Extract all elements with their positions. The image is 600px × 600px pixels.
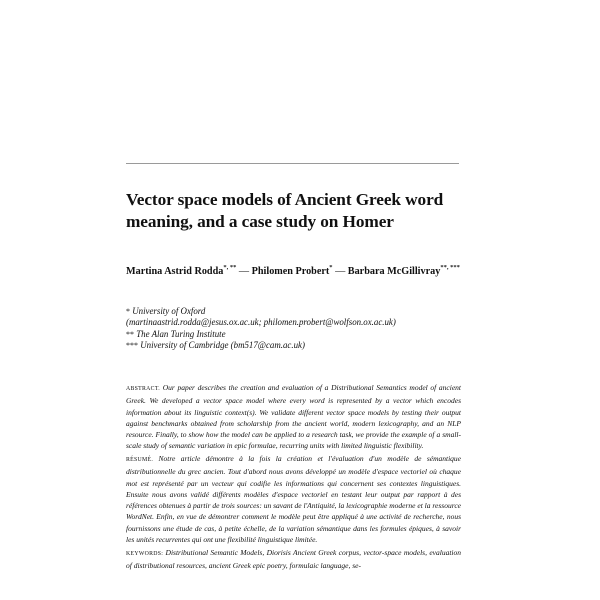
keywords-text: Distributional Semantic Models, Diorisis Ancient Greek corpus, vector-space models, evaluation of distributional resources, ancient Greek epic poetry, formulaic language, se- xyxy=(126,547,461,570)
abstract-text: Our paper describes the creation and evaluation of a Distributional Semantics model of ancient Greek. We developed a vector space model where every word is represented by a vector which encodes information about its linguistic context(s). We validate different vector space models by testing their output against benchmarks obtained from scholarship from the ancient world, modern lexicography, and an NLP resource. Finally, to show how the model can be applied to a research task, we provide the example of a small-scale study of semantic variation in epic formulae, recurring units with limited linguistic flexibility. xyxy=(126,383,462,451)
resume xyxy=(126,453,461,545)
affiliation-emails: (martinaastrid.rodda@jesus.ox.ac.uk; philomen.probert@wolfson.ox.ac.uk) xyxy=(126,317,396,328)
affiliation-oxford: * University of Oxford xyxy=(126,306,206,316)
keywords-label: KEYWORDS: xyxy=(126,550,164,557)
author-marks: **, *** xyxy=(440,264,460,271)
author-marks: * xyxy=(329,264,333,271)
resume-text: Notre article démontre à la fois la création et l'évaluation d'un modèle de sémantique distributionnelle du grec ancien. Tout d'abord nous avons développé un modèle d'espace vectoriel où chaque mot est représenté par un vecteur qui codifie les informations qui concernent ses contextes linguistiques. Ensuite nous avons validé différents modèles d'espace vectoriel en testant leur output par rapport à des références obtenues à partir de trois sources: un savant de l'Antiquité, la lexicographie moderne et la ressource WordNet. Enfin, en vue de démontrer comment le modèle peut être appliqué à une activité de recherche, nous fournissons une étude de cas, à petite échelle, de la variation sémantique dans les formules épiques, à savoir les unités recurrentes qui ont une flexibilité linguistique limitée. xyxy=(126,454,461,544)
abstract-label: ABSTRACT. xyxy=(126,386,160,392)
author-separator: — xyxy=(238,266,250,277)
affiliation-turing: ** The Alan Turing Institute xyxy=(126,328,226,339)
abstract xyxy=(126,382,461,452)
author-marks: *, ** xyxy=(223,264,237,271)
paper-title: Vector space models of Ancient Greek word meaning, and a case study on Homer xyxy=(126,190,444,231)
resume-label: RÉSUMÉ. xyxy=(126,457,154,463)
affiliation-mark: * xyxy=(126,307,130,316)
header-rule xyxy=(126,163,459,164)
affiliation-mark: *** xyxy=(126,341,138,351)
affiliation-mark: ** xyxy=(126,329,134,339)
author-separator: — xyxy=(335,266,346,277)
keywords xyxy=(126,547,461,572)
affiliation-cambridge: *** University of Cambridge (bm517@cam.ac.uk) xyxy=(126,340,305,351)
affiliations xyxy=(126,306,466,352)
abstract-block xyxy=(126,382,461,573)
author-name: Barbara McGillivray xyxy=(347,266,441,277)
author-list xyxy=(126,266,461,278)
author-name: Martina Astrid Rodda xyxy=(126,266,224,277)
author-name: Philomen Probert xyxy=(251,266,330,277)
